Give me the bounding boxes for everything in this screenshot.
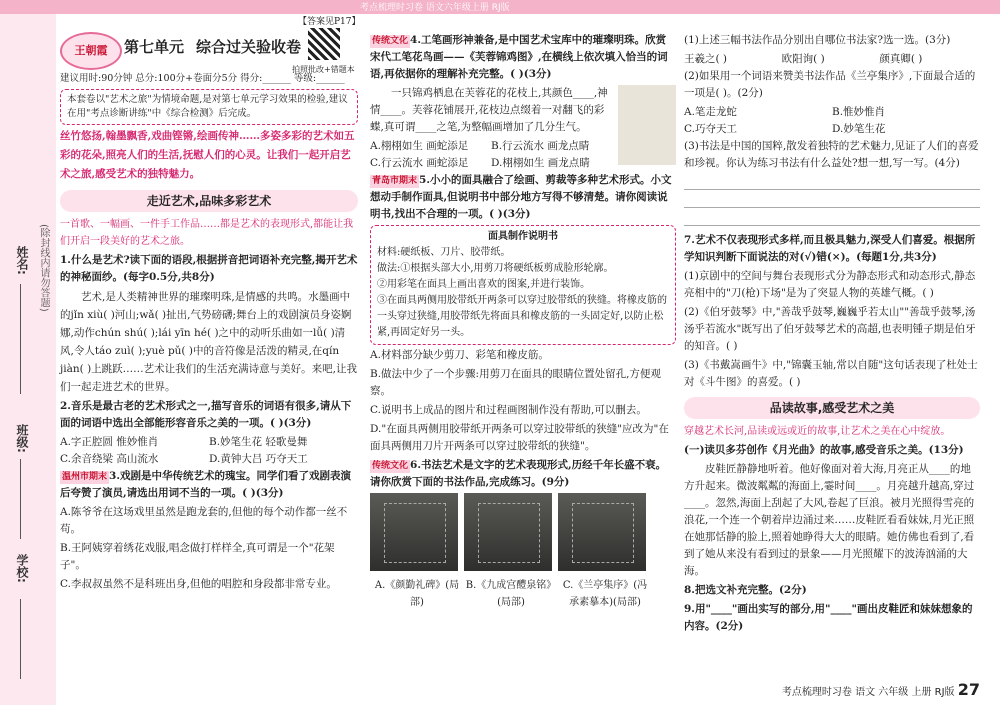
q5-option[interactable]: B.做法中少了一个步骤:用剪刀在面具的眼睛位置处留孔,方便观察。	[370, 368, 661, 397]
section2-title: 品读故事,感受艺术之美	[684, 397, 980, 419]
unit-title: 第七单元	[124, 38, 185, 56]
q6-options	[684, 104, 980, 138]
q2-option[interactable]: B.妙笔生花 轻歌曼舞	[209, 436, 308, 448]
reading-title: (一)读贝多芬创作《月光曲》的故事,感受音乐之美。(13分)	[684, 444, 964, 456]
q2-option[interactable]: A.字正腔圆 惟妙惟肖	[60, 436, 159, 448]
q1-text[interactable]: 艺术,是人类精神世界的璀璨明珠,是情感的共鸣。水墨画中的jǐn xiù( )河山;wǎ( )扯出,气势磅礴;舞台上的戏剧演员身姿婀娜,动作chún shú( );lái yīn hé( )之中的动听乐曲如一lǚ( )清风,令人táo zuì( );yuè pǔ( )中的音符像是活泼的精灵,在qín jiàn( )上跳跃……艺术让我们的生活充满诗意与美好。来吧,让我们一起走进艺术的世界。	[60, 291, 358, 393]
column-middle	[370, 14, 676, 611]
q5-option[interactable]: D."在面具两侧用胶带纸开两条可以穿过胶带纸的狭缝"应改为"在面具两侧用刀片开两条可以穿过胶带纸的狭缝"。	[370, 423, 669, 452]
binding-strip	[0, 14, 57, 705]
exam-title: 综合过关验收卷	[196, 38, 302, 56]
manual-materials: 材料:硬纸板、刀片、胶带纸。	[377, 247, 511, 258]
exam-sheet	[56, 14, 1000, 705]
q6-names	[684, 51, 980, 68]
caption-b: B.《九成宫醴泉铭》(局部)	[465, 580, 557, 608]
q8-stem: 8.把选文补充完整。(2分)	[684, 584, 807, 596]
name-choice[interactable]: 欧阳询( )	[781, 53, 825, 65]
q5-stem: 5.小小的面具融合了绘画、剪裁等多种艺术形式。小文想动手制作面具,但说明书中部分地方写得不够清楚。请你阅读说明书,找出不合理的一项。( )(3分)	[370, 174, 672, 220]
column-left	[60, 14, 361, 595]
q2-option[interactable]: C.余音绕梁 高山流水	[60, 453, 159, 465]
name-field[interactable]	[20, 284, 21, 394]
class-field[interactable]	[20, 459, 21, 539]
q5-option[interactable]: A.材料部分缺少剪刀、彩笔和橡皮筋。	[370, 349, 549, 361]
footer-text: 考点梳理时习卷 语文 六年级 上册 RJ版	[781, 687, 955, 698]
q6-option[interactable]: C.巧夺天工	[684, 123, 737, 135]
header	[60, 14, 361, 74]
caption-c: C.《兰亭集序》(冯承素摹本)(局部)	[562, 580, 648, 608]
q1-stem: 1.什么是艺术?读下面的语段,根据拼音把词语补充完整,揭开艺术的神秘面纱。(每字0.5分,共8分)	[60, 254, 358, 283]
qr-caption: 拍照批改+错题本	[292, 65, 355, 74]
q4-options	[370, 138, 612, 172]
section2-note: 穿越艺术长河,品读或远或近的故事,让艺术之美在心中绽放。	[684, 426, 951, 437]
q3-tag: 温州市期末	[62, 472, 108, 482]
intro-box	[60, 89, 358, 125]
school-label: 学校:	[15, 554, 29, 583]
q5-tag: 青岛市期末	[372, 176, 418, 186]
calligraphy-image-c	[558, 493, 646, 571]
calligraphy-image-b	[464, 493, 552, 571]
q9-stem: 9.用"____"画出实写的部分,用"____"画出皮鞋匠和妹妹想象的内容。(2分)	[684, 603, 973, 632]
manual-step: ②用彩笔在面具上画出喜欢的图案,并进行装饰。	[377, 279, 591, 290]
q7-item[interactable]: (1)京剧中的空间与舞台表现形式分为静态形式和动态形式,静态亮相中的"刀(枪)下场"是为了突显人物的英雄气概。( )	[684, 270, 976, 299]
q6-tag: 传统文化	[372, 461, 409, 471]
q6-option[interactable]: D.妙笔生花	[832, 123, 886, 135]
intro-text: 本套卷以"艺术之旅"为情境命题,是对第七单元学习效果的检验,建议在用"考点诊断讲练"中《综合检测》后完成。	[67, 94, 348, 119]
q4-option[interactable]: A.栩栩如生 画蛇添足	[370, 140, 469, 152]
q4-tag: 传统文化	[372, 36, 409, 46]
qr-code[interactable]	[308, 28, 340, 60]
q6-option[interactable]: B.惟妙惟肖	[832, 106, 886, 118]
painting-image	[618, 85, 676, 165]
name-label: 姓名:	[15, 246, 29, 275]
caption-a: A.《颜勤礼碑》(局部)	[374, 580, 460, 608]
logo: 王朝霞	[60, 32, 122, 70]
reading-text: 皮鞋匠静静地听着。他好像面对着大海,月亮正从____的地方升起来。微波粼粼的海面上,霎时间____。月亮越升越高,穿过____。忽然,海面上刮起了大风,卷起了巨浪。被月光照得雪亮的浪花,一个连一个朝着岸边涌过来……皮鞋匠看看妹妹,月光正照在她那恬静的脸上,照着她睁得大大的眼睛。她仿佛也看到了,看到了她从来没有看到过的景象——月光照耀下的波涛汹涌的大海。	[684, 463, 975, 577]
section1-title: 走近艺术,品味多彩艺术	[60, 190, 358, 212]
q4-option[interactable]: B.行云流水 画龙点睛	[491, 140, 590, 152]
q7-stem: 7.艺术不仅表现形式多样,而且极具魅力,深受人们喜爱。根据所学知识判断下面说法的对(√)错(×)。(每题1分,共3分)	[684, 234, 976, 263]
q3-option[interactable]: A.陈爷爷在这场戏里虽然是跑龙套的,但他的每个动作都一丝不苟。	[60, 506, 348, 535]
calligraphy-images	[370, 493, 676, 577]
q4-option[interactable]: C.行云流水 画蛇添足	[370, 157, 469, 169]
q3-option[interactable]: C.李叔叔虽然不是科班出身,但他的唱腔和身段都非常专业。	[60, 578, 337, 590]
calligraphy-captions	[370, 577, 676, 611]
page-number: 27	[957, 680, 980, 699]
q6-sub3: (3)书法是中国的国粹,散发着独特的艺术魅力,见证了人们的喜爱和珍视。你认为练习书法有什么益处?想一想,写一写。(4分)	[684, 140, 979, 169]
q2-stem: 2.音乐是最古老的艺术形式之一,描写音乐的词语有很多,请从下面的词语中选出全部能形容音乐之美的一项。( )(3分)	[60, 400, 352, 429]
name-choice[interactable]: 颜真卿( )	[879, 53, 923, 65]
manual-step: 做法:①根据头部大小,用剪刀将硬纸板剪成脸形轮廓。	[377, 263, 614, 274]
q4-stem: 4.工笔画形神兼备,是中国艺术宝库中的璀璨明珠。欣赏宋代工笔花鸟画——《芙蓉锦鸡图》,在横线上依次填入恰当的词语,再依据你的理解补充完整。( )(3分)	[370, 34, 668, 80]
top-banner	[0, 0, 1000, 14]
section1-note: 一首歌、一幅画、一件手工作品……都是艺术的表现形式,都能让我们开启一段美好的艺术之旅。	[60, 219, 354, 247]
q3-option[interactable]: B.王阿姨穿着绣花戏服,唱念做打样样全,真可谓是一个"花架子"。	[60, 542, 335, 571]
school-field[interactable]	[20, 599, 21, 679]
q7-item[interactable]: (3)《书戴嵩画牛》中,"锦囊玉轴,常以自随"这句话表现了杜处士对《斗牛图》的喜爱。( )	[684, 359, 978, 388]
q2-option[interactable]: D.黄钟大吕 巧夺天工	[209, 453, 308, 465]
answer-line[interactable]	[684, 174, 980, 190]
series-title: 考点梳理时习卷 语文六年级上册 RJ版	[360, 3, 510, 13]
q5-option[interactable]: C.说明书上成品的图片和过程画图制作没有帮助,可以删去。	[370, 404, 647, 416]
q3-stem: 3.戏剧是中华传统艺术的瑰宝。同学们看了戏剧表演后夸赞了演员,请选出用词不当的一项。( )(3分)	[60, 470, 351, 499]
manual-step: ③在面具两侧用胶带纸开两条可以穿过胶带纸的狭缝。将橡皮筋的一头穿过狭缝,用胶带纸先将面具和橡皮筋的一头固定好,以防止松紧,再固定好另一头。	[377, 295, 667, 338]
q6-sub1: (1)上述三幅书法作品分别出自哪位书法家?选一选。(3分)	[684, 34, 951, 46]
q6-option[interactable]: A.笔走龙蛇	[684, 106, 737, 118]
q4-option[interactable]: D.栩栩如生 画龙点睛	[491, 157, 590, 169]
lead-text: 丝竹悠扬,翰墨飘香,戏曲铿锵,绘画传神……多姿多彩的艺术如五彩的花朵,照亮人们的生活,抚慰人们的心灵。让我们一起开启艺术之旅,感受艺术的独特魅力。	[60, 130, 355, 180]
footer	[782, 680, 980, 699]
q2-options	[60, 434, 358, 468]
calligraphy-image-a	[370, 493, 458, 571]
class-label: 班级:	[15, 424, 29, 453]
q7-item[interactable]: (2)《伯牙鼓琴》中,"善哉乎鼓琴,巍巍乎若太山""善哉乎鼓琴,汤汤乎若流水"既写出了伯牙鼓琴艺术的高超,也表明锺子期是伯牙的知音。( )	[684, 306, 976, 352]
manual-title: 面具制作说明书	[488, 231, 558, 242]
manual-box	[370, 225, 676, 345]
answer-line[interactable]	[684, 192, 980, 208]
column-right	[684, 14, 980, 637]
name-choice[interactable]: 王羲之( )	[684, 53, 728, 65]
exam-meta: 建议用时:90分钟 总分:100分+卷面分5分 得分:______ 等级:______	[60, 73, 345, 84]
binding-note: (除封线内请勿答题)	[38, 224, 49, 312]
q4-text[interactable]: 一只锦鸡栖息在芙蓉花的花枝上,其颜色____,神情____。芙蓉花铺展开,花枝边点缀着一对翻飞的彩蝶,真可谓____之笔,为整幅画增加了几分生气。	[370, 87, 608, 133]
q6-sub2: (2)如果用一个词语来赞美书法作品《兰亭集序》,下面最合适的一项是( )。(2分)	[684, 70, 976, 99]
answer-ref: 【答案见P17】	[298, 17, 361, 27]
answer-line[interactable]	[684, 210, 980, 226]
q6-stem: 6.书法艺术是文字的艺术表现形式,历经千年长盛不衰。请你欣赏下面的书法作品,完成练习。(9分)	[370, 459, 667, 488]
